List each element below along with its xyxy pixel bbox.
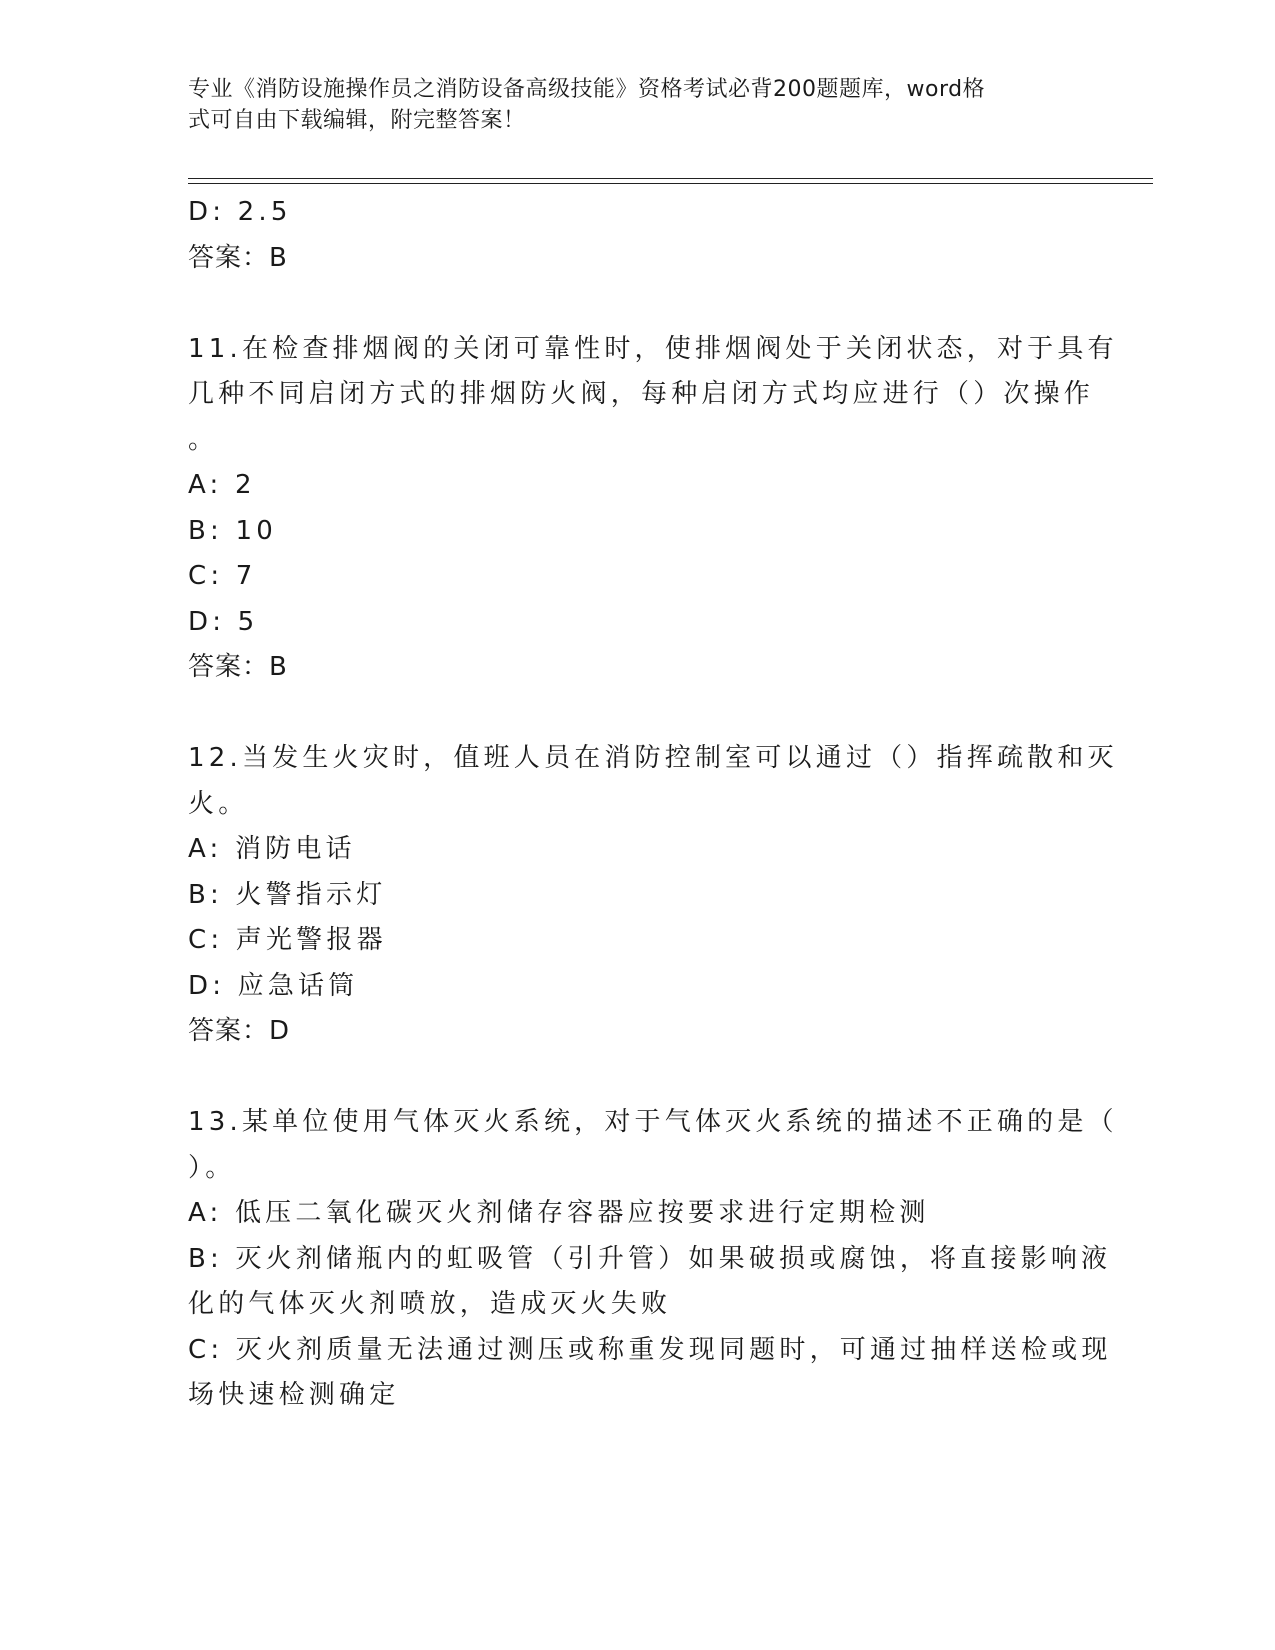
question-13-option-b-line-1: B: 灭火剂储瓶内的虹吸管（引升管）如果破损或腐蚀，将直接影响液 <box>188 1243 1112 1274</box>
question-13-option-b-line-2: 化的气体灭火剂喷放，造成灭火失败 <box>188 1289 672 1319</box>
spacer <box>188 691 1088 737</box>
question-12-option-c: C: 声光警报器 <box>188 925 387 955</box>
question-11-option-c: C: 7 <box>188 561 257 591</box>
question-12-answer: 答案：D <box>188 1016 291 1046</box>
question-11-answer: 答案：B <box>188 652 288 682</box>
question-12 <box>188 736 1118 1055</box>
question-12-stem-line-1: 12.当发生火灾时，值班人员在消防控制室可以通过（）指挥疏散和灭 <box>188 743 1118 773</box>
question-12-option-b: B: 火警指示灯 <box>188 879 387 910</box>
question-13 <box>188 1100 1118 1419</box>
spacer <box>188 1055 1088 1101</box>
question-11-option-d: D: 5 <box>188 606 259 637</box>
header-divider-bottom <box>188 183 1153 184</box>
page-header <box>188 74 1068 136</box>
question-12-stem-line-2: 火。 <box>188 788 249 819</box>
question-13-option-c-line-1: C: 灭火剂质量无法通过测压或称重发现同题时，可通过抽样送检或现 <box>188 1334 1112 1365</box>
question-11-stem-line-3: 。 <box>188 424 219 455</box>
carryover-answer: 答案：B <box>188 242 288 273</box>
question-11 <box>188 327 1118 691</box>
question-13-stem-line-1: 13.某单位使用气体灭火系统，对于气体灭火系统的描述不正确的是（ <box>188 1107 1118 1137</box>
header-divider-top <box>188 178 1153 179</box>
question-content <box>188 190 1118 1419</box>
question-12-option-a: A: 消防电话 <box>188 834 356 864</box>
spacer <box>188 281 1088 327</box>
question-13-stem-line-2: ）。 <box>188 1152 236 1183</box>
question-13-option-a: A: 低压二氧化碳灭火剂储存容器应按要求进行定期检测 <box>188 1198 930 1228</box>
header-line-1: 专业《消防设施操作员之消防设备高级技能》资格考试必背200题题库，word格 <box>188 77 986 102</box>
header-line-2: 式可自由下载编辑，附完整答案！ <box>188 108 526 133</box>
carryover-option-d: D: 2.5 <box>188 197 292 227</box>
question-11-stem-line-2: 几种不同启闭方式的排烟防火阀，每种启闭方式均应进行（）次操作 <box>188 379 1095 409</box>
question-11-stem-line-1: 11.在检查排烟阀的关闭可靠性时，使排烟阀处于关闭状态，对于具有 <box>188 333 1118 364</box>
question-11-option-b: B: 10 <box>188 515 277 546</box>
question-13-option-c-line-2: 场快速检测确定 <box>188 1380 400 1410</box>
question-11-option-a: A: 2 <box>188 470 256 500</box>
question-12-option-d: D: 应急话筒 <box>188 970 359 1001</box>
